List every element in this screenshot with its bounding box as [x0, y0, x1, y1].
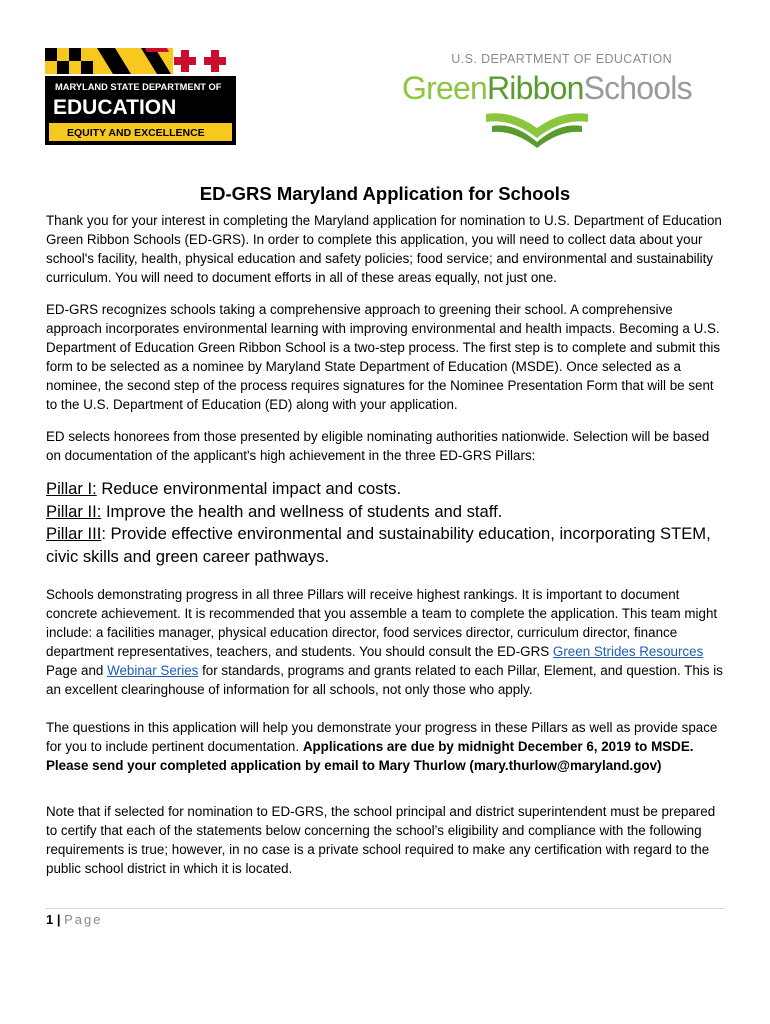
pillar-label: Pillar II:: [46, 501, 102, 521]
intro-paragraph: [46, 211, 726, 287]
footer-separator: |: [56, 912, 61, 927]
grs-word-ribbon: Ribbon: [486, 70, 584, 106]
certification-paragraph: [46, 802, 726, 878]
progress-paragraph: [46, 585, 726, 699]
webinar-series-link[interactable]: Webinar Series: [107, 663, 199, 678]
page-label: Page: [64, 912, 103, 927]
paragraph-3: ED selects honorees from those presented by eligible nominating authorities nationwide. Selection will be based on documentation of the applicant's high achievement in the three ED-GRS Pillars:: [46, 429, 710, 463]
open-book-icon: [482, 108, 592, 148]
page-footer: [46, 912, 103, 927]
pillar-text: : Provide effective environmental and sustainability education, incorporating STEM, civic skills and green career pathways.: [46, 524, 711, 566]
grs-dept-label: U.S. DEPARTMENT OF EDUCATION: [451, 52, 672, 66]
pillar-item: [46, 501, 736, 524]
approach-paragraph: [46, 300, 726, 414]
paragraph-4-part-c: for standards, programs and grants related to each Pillar, Element, and question. This is an excellent clearinghouse of information for all schools, not only those who apply.: [46, 663, 723, 697]
paragraph-4-part-b: Page and: [46, 663, 108, 678]
pillar-label: Pillar III: [46, 524, 102, 543]
msde-logo-line1: MARYLAND STATE DEPARTMENT OF: [55, 82, 222, 92]
pillar-text: Reduce environmental impact and costs.: [96, 479, 402, 498]
selection-paragraph: [46, 427, 726, 465]
grs-word-green: Green: [402, 70, 487, 106]
page-title: ED-GRS Maryland Application for Schools: [199, 183, 571, 204]
paragraph-6: Note that if selected for nomination to ED-GRS, the school principal and district superintendent must be prepared to certify that each of the statements below concerning the school’s eligibility and compliance with the following requirements is true; however, in no case is a private school required to make any certification with regard to the public school district in which it is located.: [46, 804, 716, 876]
deadline-paragraph: [46, 718, 726, 775]
msde-logo: [45, 48, 236, 145]
pillar-item: [46, 478, 736, 501]
msde-logo-line2: EDUCATION: [53, 96, 177, 119]
paragraph-1: Thank you for your interest in completing the Maryland application for nomination to U.S. Department of Education Green Ribbon Schools (ED-GRS). In order to complete this application, you will need to collect data about your school's facility, health, physical education and safety policies; food service; and environmental and sustainability curriculum. You will need to document efforts in all of these areas equally, not just one.: [46, 213, 722, 285]
footer-divider: [45, 908, 725, 909]
paragraph-5: [46, 718, 726, 775]
pillar-item: [46, 523, 736, 568]
green-strides-resources-link[interactable]: Green Strides Resources: [552, 644, 704, 659]
deadline-notice: Applications are due by midnight December 6, 2019 to MSDE. Please send your completed application by email to Mary Thurlow (mary.thurlow@maryland.gov): [46, 739, 694, 773]
pillar-label: Pillar I:: [46, 479, 97, 498]
page-number: 1: [46, 912, 54, 927]
paragraph-5-text: The questions in this application will help you demonstrate your progress in these Pillars as well as provide space for you to include pertinent documentation.: [46, 720, 718, 754]
green-ribbon-schools-logo: [398, 52, 692, 147]
paragraph-4: [46, 585, 726, 699]
grs-wordmark: [402, 70, 692, 107]
pillars-list: [46, 478, 736, 568]
paragraph-4-part-a: Schools demonstrating progress in all three Pillars will receive highest rankings. It is important to document concrete achievement. It is recommended that you assemble a team to complete the application. This team might include: a facilities manager, physical education director, food services director, curriculum director, finance department representatives, teachers, and students. You should consult the ED-GRS: [46, 587, 718, 659]
paragraph-2: ED-GRS recognizes schools taking a comprehensive approach to greening their school. A comprehensive approach incorporates environmental learning with improving environmental and health impacts. Becoming a U.S. Department of Education Green Ribbon School is a two-step process. The first step is to complete and submit this form to be selected as a nominee by Maryland State Department of Education (MSDE). Once selected as a nominee, the second step of the process requires signatures for the Nominee Presentation Form that will be sent to the U.S. Department of Education (ED) along with your application.: [46, 302, 721, 412]
msde-logo-line3: EQUITY AND EXCELLENCE: [67, 127, 205, 139]
pillar-text: Improve the health and wellness of students and staff.: [101, 501, 503, 521]
grs-word-schools: Schools: [583, 70, 692, 106]
